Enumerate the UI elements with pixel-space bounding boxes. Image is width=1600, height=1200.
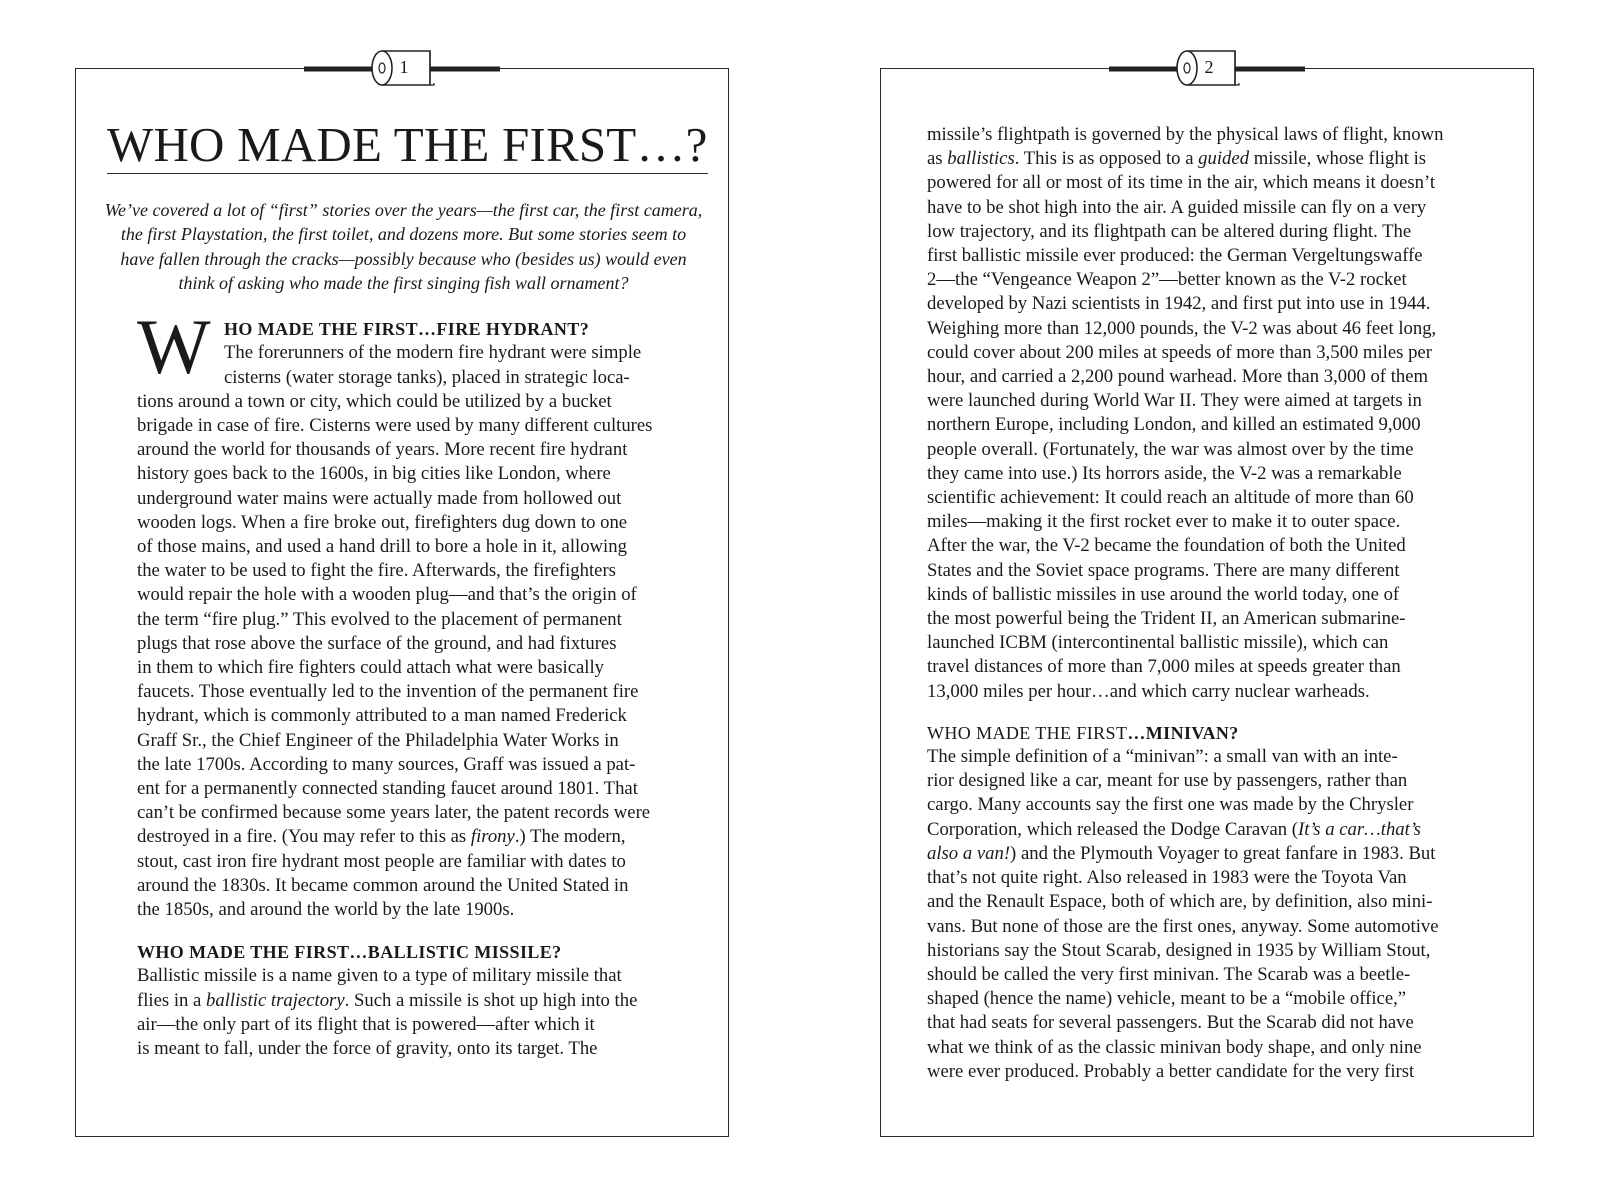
body-line: would repair the hole with a wooden plug—and that’s the origin of — [137, 584, 637, 606]
emphasis-text: firony — [470, 826, 515, 848]
section-heading — [137, 940, 697, 964]
body-text: ) and the Plymouth Voyager to great fanfare in 1983. But — [1010, 842, 1436, 864]
section-minivan — [927, 721, 1487, 1084]
body-line: northern Europe, including London, and killed an estimated 9,000 — [927, 414, 1421, 436]
body-line: developed by Nazi scientists in 1942, and first put into use in 1944. — [927, 293, 1431, 315]
body-line: cisterns (water storage tanks), placed in strategic loca- — [224, 366, 630, 388]
body-line: hydrant, which is commonly attributed to a man named Frederick — [137, 705, 627, 727]
section-gap — [927, 704, 1487, 721]
emphasis-text: guided — [1198, 148, 1250, 170]
body-line: Ballistic missile is a name given to a type of military missile that — [137, 965, 622, 987]
body-line: around the world for thousands of years. More recent fire hydrant — [137, 439, 628, 461]
body-line: powered for all or most of its time in the air, which means it doesn’t — [927, 172, 1436, 194]
body-line: 13,000 miles per hour…and which carry nuclear warheads. — [927, 680, 1370, 702]
body-line: shaped (hence the name) vehicle, meant to be a “mobile office,” — [927, 988, 1407, 1010]
body-line: that had seats for several passengers. But the Scarab did not have — [927, 1012, 1414, 1034]
body-line: scientific achievement: It could reach an altitude of more than 60 — [927, 487, 1414, 509]
chapter-intro — [91, 198, 716, 295]
body-line: wooden logs. When a fire broke out, firefighters dug down to one — [137, 511, 628, 533]
heading-text: WHO MADE THE FIRST — [927, 722, 1128, 743]
body-line — [137, 825, 697, 849]
body-text: flies in a — [137, 989, 207, 1011]
body-line: air—the only part of its flight that is powered—after which it — [137, 1013, 595, 1035]
page-number: 1 — [399, 57, 409, 77]
body-line: and the Renault Espace, both of which are, by definition, also mini- — [927, 891, 1433, 913]
body-line: low trajectory, and its flightpath can be altered during flight. The — [927, 220, 1412, 242]
body-line: around the 1830s. It became common around the United Stated in — [137, 874, 629, 896]
body-text: . This is as opposed to a — [1014, 148, 1199, 170]
body-line: they came into use.) Its horrors aside, the V-2 was a remarkable — [927, 462, 1402, 484]
body-text: as — [927, 148, 948, 170]
drop-cap: W — [137, 303, 211, 391]
body-line: that’s not quite right. Also released in 1983 were the Toyota Van — [927, 867, 1407, 889]
body-line: tions around a town or city, which could be utilized by a bucket — [137, 390, 612, 412]
body-line: The simple definition of a “minivan”: a small van with an inte- — [927, 746, 1398, 768]
body-line: The forerunners of the modern fire hydrant were simple — [224, 342, 642, 364]
body-text: missile, whose flight is — [1249, 148, 1427, 170]
heading-text: HO MADE THE FIRST…FIRE HYDRANT? — [224, 319, 590, 340]
body-line: underground water mains were actually made from hollowed out — [137, 487, 622, 509]
body-line: missile’s flightpath is governed by the physical laws of flight, known — [927, 124, 1444, 145]
body-line: the most powerful being the Trident II, an American submarine- — [927, 608, 1406, 630]
body-line: travel distances of more than 7,000 miles at speeds greater than — [927, 656, 1401, 678]
heading-text-bold: …MINIVAN? — [1127, 722, 1239, 743]
left-page-content — [91, 117, 716, 1061]
body-line: miles—making it the first rocket ever to make it to outer space. — [927, 511, 1401, 533]
body-line: brigade in case of fire. Cisterns were used by many different cultures — [137, 415, 653, 436]
body-line: history goes back to the 1600s, in big cities like London, where — [137, 463, 611, 485]
body-line: should be called the very first minivan. The Scarab was a beetle- — [927, 963, 1411, 985]
page-number-ornament — [1109, 45, 1305, 91]
body-text: Corporation, which released the Dodge Caravan ( — [927, 818, 1299, 840]
section-ballistic-missile — [137, 940, 697, 1061]
body-line: 2—the “Vengeance Weapon 2”—better known as the V-2 rocket — [927, 269, 1407, 291]
body-line: first ballistic missile ever produced: the German Vergeltungswaffe — [927, 245, 1423, 267]
section-gap — [137, 922, 697, 940]
intro-line: think of asking who made the first singing fish wall ornament? — [178, 272, 629, 293]
emphasis-text: ballistics — [947, 148, 1015, 170]
chapter-title: WHO MADE THE FIRST…? — [107, 117, 708, 172]
body-line: vans. But none of those are the first ones, anyway. Some automotive — [927, 915, 1439, 937]
body-line: rior designed like a car, meant for use by passengers, rather than — [927, 770, 1408, 792]
section-fire-hydrant — [137, 303, 697, 922]
body-line: the late 1700s. According to many sources, Graff was issued a pat- — [137, 753, 636, 775]
article-body — [137, 303, 697, 1061]
right-page-content — [927, 123, 1487, 1084]
page-number: 2 — [1204, 57, 1214, 77]
intro-line: the first Playstation, the first toilet, and dozens more. But some stories seem to — [120, 224, 687, 245]
left-page — [75, 57, 729, 1137]
body-line: stout, cast iron fire hydrant most people are familiar with dates to — [137, 850, 626, 872]
body-line: the water to be used to fight the fire. Afterwards, the firefighters — [137, 560, 616, 582]
body-line: launched ICBM (intercontinental ballistic missile), which can — [927, 632, 1389, 654]
body-line: cargo. Many accounts say the first one was made by the Chrysler — [927, 794, 1414, 816]
emphasis-text: also a van! — [927, 842, 1011, 864]
section-heading — [927, 721, 1487, 745]
body-line: kinds of ballistic missiles in use around the world today, one of — [927, 583, 1400, 605]
body-line: ent for a permanently connected standing faucet around 1801. That — [137, 778, 638, 800]
body-line — [927, 818, 1487, 842]
heading-text: WHO MADE THE FIRST…BALLISTIC MISSILE? — [137, 942, 562, 963]
body-line — [927, 842, 1487, 866]
body-line: the 1850s, and around the world by the late 1900s. — [137, 899, 515, 921]
body-line: plugs that rose above the surface of the ground, and had fixtures — [137, 632, 617, 654]
body-line: Weighing more than 12,000 pounds, the V-2 was about 46 feet long, — [927, 317, 1437, 339]
right-page — [880, 57, 1534, 1137]
body-line: could cover about 200 miles at speeds of more than 3,500 miles per — [927, 341, 1432, 363]
body-line: in them to which fire fighters could attach what were basically — [137, 657, 605, 679]
body-line: hour, and carried a 2,200 pound warhead. More than 3,000 of them — [927, 366, 1429, 388]
body-text: . Such a missile is shot up high into the — [344, 989, 638, 1011]
body-text: .) The modern, — [514, 826, 626, 848]
body-line: is meant to fall, under the force of gravity, onto its target. The — [137, 1038, 598, 1060]
body-line: Graff Sr., the Chief Engineer of the Philadelphia Water Works in — [137, 729, 619, 751]
body-line: the term “fire plug.” This evolved to the placement of permanent — [137, 608, 622, 630]
emphasis-text: It’s a car…that’s — [1298, 818, 1421, 840]
section-ballistic-missile-continued — [927, 123, 1487, 704]
intro-line: We’ve covered a lot of “first” stories over the years—the first car, the first camera, — [104, 200, 703, 220]
body-line: After the war, the V-2 became the foundation of both the United — [927, 535, 1406, 557]
intro-line: have fallen through the cracks—possibly because who (besides us) would even — [120, 248, 687, 269]
body-line: of those mains, and used a hand drill to bore a hole in it, allowing — [137, 536, 627, 558]
body-line: historians say the Stout Scarab, designed in 1935 by William Stout, — [927, 939, 1431, 961]
body-line: faucets. Those eventually led to the invention of the permanent fire — [137, 681, 639, 703]
section-heading — [137, 317, 697, 341]
emphasis-text: ballistic trajectory — [206, 989, 345, 1011]
body-line: people overall. (Fortunately, the war was almost over by the time — [927, 438, 1414, 460]
body-line: were launched during World War II. They were aimed at targets in — [927, 390, 1422, 412]
body-line — [927, 147, 1487, 171]
body-line: what we think of as the classic minivan body shape, and only nine — [927, 1036, 1422, 1058]
body-line: can’t be confirmed because some years later, the patent records were — [137, 802, 651, 824]
body-line: were ever produced. Probably a better candidate for the very first — [927, 1060, 1415, 1082]
body-text: destroyed in a fire. (You may refer to this as — [137, 826, 471, 848]
body-line: have to be shot high into the air. A guided missile can fly on a very — [927, 196, 1427, 218]
page-number-ornament — [304, 45, 500, 91]
body-line: States and the Soviet space programs. There are many different — [927, 559, 1400, 581]
body-line — [137, 989, 697, 1013]
